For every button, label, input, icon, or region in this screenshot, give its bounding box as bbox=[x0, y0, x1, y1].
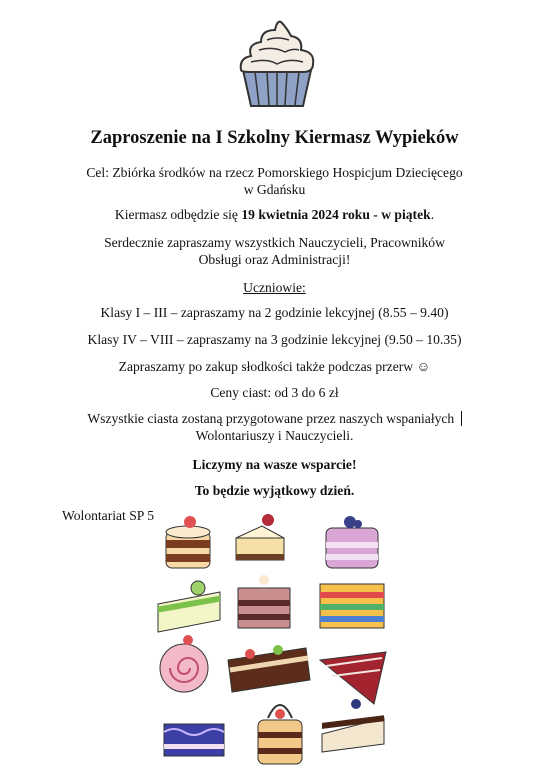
cakes-illustration bbox=[150, 508, 390, 778]
signature: Wolontariat SP 5 bbox=[62, 508, 155, 523]
purple-cake-icon bbox=[164, 724, 224, 756]
layer-cake-icon bbox=[166, 516, 210, 568]
chocolate-layer-cake-icon bbox=[238, 575, 290, 628]
date-suffix: . bbox=[430, 207, 435, 222]
prepared-line-1 bbox=[0, 410, 549, 427]
page-title: Zaproszenie na I Szkolny Kiermasz Wypieków bbox=[90, 128, 459, 148]
date-line bbox=[0, 206, 549, 223]
kiwi-cake-icon bbox=[158, 581, 220, 632]
red-velvet-slice-icon bbox=[320, 652, 386, 704]
cheesecake-slice-icon bbox=[236, 514, 284, 560]
classes-1-3: Klasy I – III – zapraszamy na 2 godzinie lekcyjnej (8.55 – 9.40) bbox=[100, 305, 449, 320]
date-prefix: Kiermasz odbędzie się bbox=[114, 207, 242, 222]
breaks-line: Zapraszamy po zakup słodkości także podczas przerw ☺ bbox=[118, 359, 431, 374]
special-day-line: To będzie wyjątkowy dzień. bbox=[194, 483, 355, 498]
text-cursor bbox=[457, 411, 461, 426]
invite-line-1: Serdecznie zapraszamy wszystkich Nauczycieli, Pracowników bbox=[104, 235, 445, 250]
students-heading: Uczniowie: bbox=[243, 280, 306, 295]
chocolate-slice-icon bbox=[322, 699, 384, 752]
prepared-text-1: Wszystkie ciasta zostaną przygotowane przez naszych wspaniałych bbox=[87, 411, 455, 426]
classes-4-8: Klasy IV – VIII – zapraszamy na 3 godzinie lekcyjnej (9.50 – 10.35) bbox=[87, 332, 462, 347]
goal-line-2: w Gdańsku bbox=[243, 182, 306, 197]
rainbow-cake-icon bbox=[320, 584, 384, 628]
invite-line-2: Obsługi oraz Administracji! bbox=[198, 252, 351, 267]
prices-line: Ceny ciast: od 3 do 6 zł bbox=[210, 385, 339, 400]
tiramisu-cake-icon bbox=[228, 645, 310, 692]
goal-line-1: Cel: Zbiórka środków na rzecz Pomorskiego Hospicjum Dziecięcego bbox=[86, 165, 463, 180]
prepared-line-2: Wolontariuszy i Nauczycieli. bbox=[195, 428, 354, 443]
date-bold: 19 kwietnia 2024 roku - w piątek bbox=[241, 207, 431, 222]
support-line: Liczymy na wasze wsparcie! bbox=[192, 457, 357, 472]
fruit-tart-icon bbox=[258, 705, 302, 764]
blueberry-cake-icon bbox=[326, 516, 378, 568]
cupcake-icon bbox=[237, 18, 317, 110]
roll-cake-icon bbox=[160, 635, 208, 692]
